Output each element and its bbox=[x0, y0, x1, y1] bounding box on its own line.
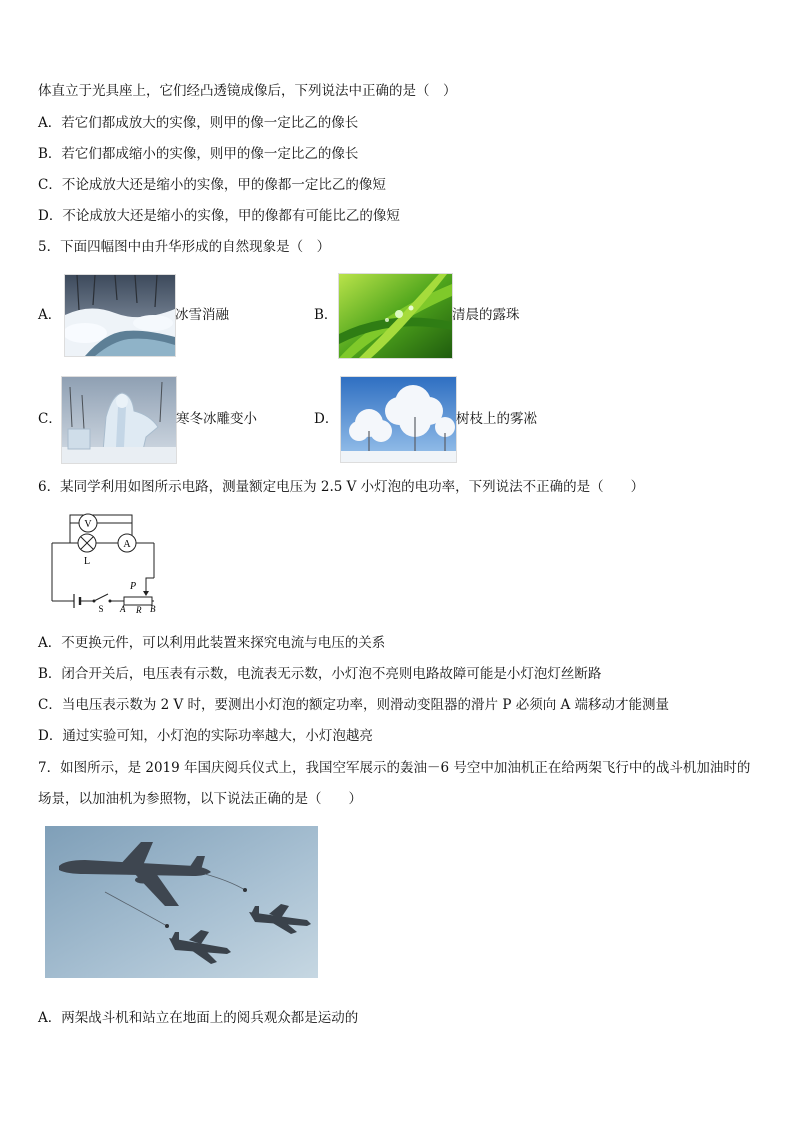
q5-option-a-caption: 冰雪消融 bbox=[175, 307, 229, 323]
q6-option-d: D．通过实验可知，小灯泡的实际功率越大，小灯泡越亮 bbox=[38, 728, 373, 744]
q6-stem: 6．某同学利用如图所示电路，测量额定电压为 2.5 V 小灯泡的电功率，下列说法不正确的是（ ） bbox=[38, 479, 645, 495]
q5-option-d-caption: 树枝上的雾凇 bbox=[456, 411, 537, 427]
q4-option-b: B．若它们都成缩小的实像，则甲的像一定比乙的像长 bbox=[38, 146, 359, 162]
q6-option-a: A．不更换元件，可以利用此装置来探究电流与电压的关系 bbox=[38, 635, 386, 651]
voltmeter-label: V bbox=[84, 519, 92, 530]
resistor-label: R bbox=[136, 605, 142, 614]
rime-trees-image bbox=[340, 376, 457, 463]
lamp-label: L bbox=[83, 556, 91, 567]
end-b-label: B bbox=[150, 604, 156, 614]
q4-option-a: A．若它们都成放大的实像，则甲的像一定比乙的像长 bbox=[38, 115, 359, 131]
q5-option-b-caption: 清晨的露珠 bbox=[452, 307, 520, 323]
q7-stem-line1: 7．如图所示，是 2019 年国庆阅兵仪式上，我国空军展示的轰油－6 号空中加油机正在给两架飞行中的战斗机加油时的 bbox=[38, 760, 751, 776]
q6-option-c: C．当电压表示数为 2 V 时，要测出小灯泡的额定功率，则滑动变阻器的滑片 P 必须向 A 端移动才能测量 bbox=[38, 697, 670, 713]
switch-label: S bbox=[98, 604, 104, 614]
lamp-symbol bbox=[78, 534, 96, 567]
dewdrop-grass-image bbox=[338, 273, 453, 359]
ammeter-symbol bbox=[118, 534, 136, 552]
q5-option-a-label: A． bbox=[38, 307, 62, 323]
melting-snow-image bbox=[64, 274, 176, 357]
rheostat-symbol bbox=[118, 581, 156, 614]
battery-symbol bbox=[74, 594, 80, 608]
switch-symbol bbox=[93, 594, 112, 614]
q5-option-c-label: C． bbox=[38, 411, 62, 427]
q7-stem-line2: 场景，以加油机为参照物，以下说法正确的是（ ） bbox=[38, 791, 362, 807]
q4-option-c: C．不论成放大还是缩小的实像，甲的像都一定比乙的像短 bbox=[38, 177, 386, 193]
q7-option-a: A．两架战斗机和站立在地面上的阅兵观众都是运动的 bbox=[38, 1010, 359, 1026]
q5-option-b-label: B． bbox=[314, 307, 338, 323]
voltmeter-symbol bbox=[70, 514, 132, 532]
end-a-label: A bbox=[120, 604, 126, 614]
ammeter-label: A bbox=[123, 539, 131, 550]
slider-label: P bbox=[130, 581, 137, 592]
aerial-refueling-image bbox=[45, 826, 318, 978]
q5-option-c-caption: 寒冬冰雕变小 bbox=[176, 411, 257, 427]
q4-stem-end: 体直立于光具座上，它们经凸透镜成像后，下列说法中正确的是（ ） bbox=[38, 83, 457, 99]
q5-option-d-label: D． bbox=[314, 411, 339, 427]
q5-stem: 5．下面四幅图中由升华形成的自然现象是（ ） bbox=[38, 239, 331, 255]
circuit-diagram bbox=[44, 508, 164, 614]
ice-sculpture-image bbox=[61, 376, 177, 464]
q4-option-d: D．不论成放大还是缩小的实像，甲的像都有可能比乙的像短 bbox=[38, 208, 400, 224]
q6-option-b: B．闭合开关后，电压表有示数，电流表无示数，小灯泡不亮则电路故障可能是小灯泡灯丝断路 bbox=[38, 666, 602, 682]
